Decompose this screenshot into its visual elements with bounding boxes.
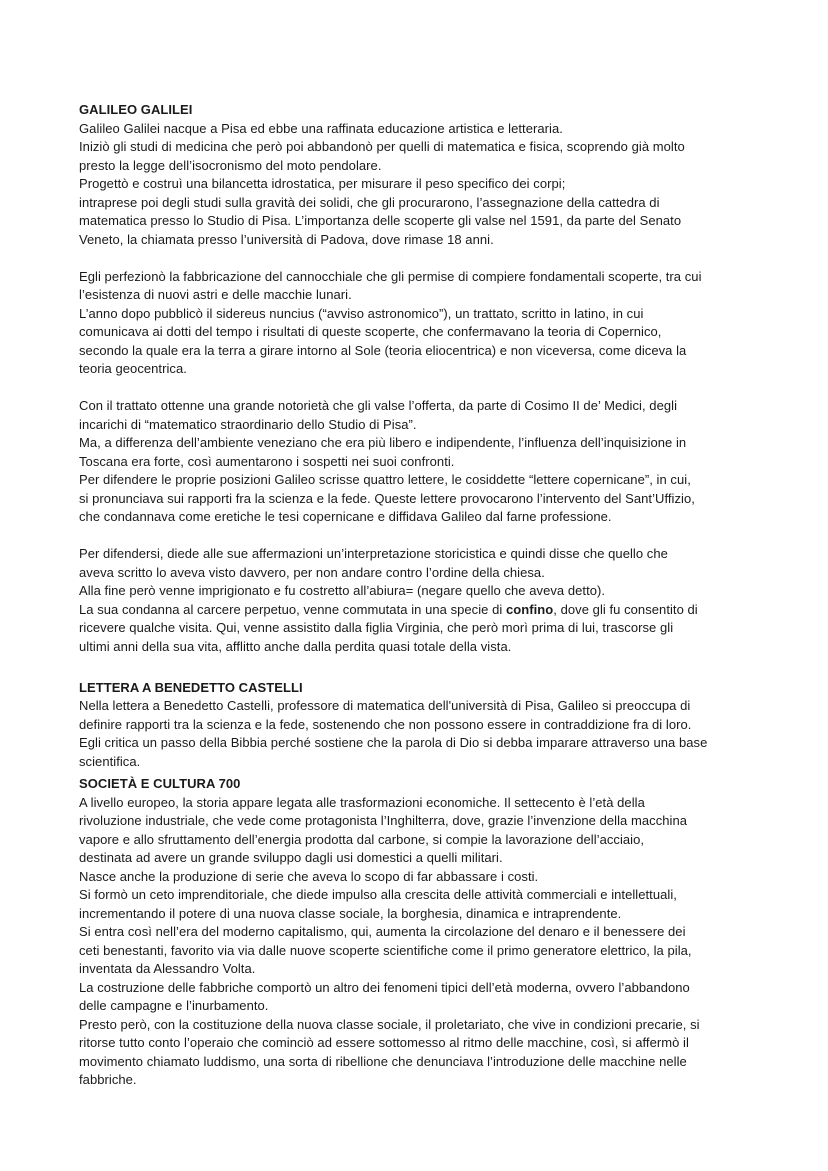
text-line: fabbriche. [79,1072,137,1087]
section-title: LETTERA A BENEDETTO CASTELLI [79,679,303,695]
bold-term-confino: confino [506,601,554,617]
text-line: Progettò e costruì una bilancetta idrostatica, per misurare il peso specifico dei corpi; [79,176,566,191]
text-line: aveva scritto lo aveva visto davvero, per non andare contro l’ordine della chiesa. [79,564,545,580]
section-societa [79,775,759,1090]
text-line: rivoluzione industriale, che vede come protagonista l’Inghilterra, dove, grazie l’invenzione della macchina [79,813,688,828]
text-line: delle campagne e l’inurbamento. [79,998,269,1013]
paragraph-gap [79,379,759,398]
paragraph-gap [79,527,759,546]
text-line: Galileo Galilei nacque a Pisa ed ebbe una raffinata educazione artistica e letteraria. [79,120,563,136]
text-line [79,601,759,620]
text-line: inventata da Alessandro Volta. [79,961,256,976]
text-line: A livello europeo, la storia appare legata alle trasformazioni economiche. Il settecento è l’età della [79,794,645,810]
text-line: ricevere qualche visita. Qui, venne assistito dalla figlia Virginia, che però morì prima di lui, trascorse gli [79,620,674,635]
text-line: teoria geocentrica. [79,361,187,376]
text-line: Egli perfezionò la fabbricazione del cannocchiale che gli permise di compiere fondamentali scoperte, tra cui [79,268,702,284]
text-line: Iniziò gli studi di medicina che però poi abbandonò per quelli di matematica e fisica, scoprendo già molto [79,139,685,154]
text-line: definire rapporti tra la scienza e la fede, sostenendo che non possono essere in contraddizione fra di loro. [79,716,692,732]
text-line: Nella lettera a Benedetto Castelli, professore di matematica dell'università di Pisa, Galileo si preoccupa di [79,698,691,713]
section-title: GALILEO GALILEI [79,102,193,117]
text-line: Alla fine però venne imprigionato e fu costretto all’abiura= (negare quello che aveva detto). [79,583,606,598]
text-line: L’anno dopo pubblicò il sidereus nuncius (“avviso astronomico”), un trattato, scritto in latino, in cui [79,305,644,321]
section-castelli [79,679,759,772]
section-title: SOCIETÀ E CULTURA 700 [79,776,241,791]
text-line: Veneto, la chiamata presso l’università di Padova, dove rimase 18 anni. [79,231,494,247]
text-run: , dove gli fu consentito di [553,601,698,617]
text-line: secondo la quale era la terra a girare intorno al Sole (teoria eliocentrica) e non viceversa, come diceva la [79,342,687,358]
text-line: Per difendersi, diede alle sue affermazioni un’interpretazione storicistica e quindi disse che quello che [79,546,668,561]
section-gap [79,656,759,675]
text-line: si pronunciava sui rapporti fra la scienza e la fede. Queste lettere provocarono l’intervento del Sant’Uffizio, [79,490,695,506]
text-line: destinata ad avere un grande sviluppo dagli usi domestici a quelli militari. [79,850,503,865]
text-line: Toscana era forte, così aumentarono i sospetti nei suoi confronti. [79,453,455,469]
text-run: La sua condanna al carcere perpetuo, venne commutata in una specie di [79,601,506,617]
text-line: incarichi di “matematico straordinario dello Studio di Pisa”. [79,416,417,432]
text-line: Per difendere le proprie posizioni Galileo scrisse quattro lettere, le cosiddette “lettere copernicane”, in cui, [79,472,691,487]
text-line: che condannava come eretiche le tesi copernicane e diffidava Galileo dal farne professione. [79,509,612,524]
text-line: Si entra così nell’era del moderno capitalismo, qui, aumenta la circolazione del denaro e il benessere dei [79,924,686,939]
text-line: presto la legge dell’isocronismo del moto pendolare. [79,157,382,173]
text-line: vapore e allo sfruttamento dell’energia prodotta dal carbone, si compie la lavorazione dell’acciaio, [79,831,645,847]
text-line: Presto però, con la costituzione della nuova classe sociale, il proletariato, che vive in condizioni precarie, si [79,1016,700,1032]
text-line: ultimi anni della sua vita, afflitto anche dalla perdita quasi totale della vista. [79,638,512,654]
section-galileo [79,101,759,656]
text-line: Ma, a differenza dell’ambiente veneziano che era più libero e indipendente, l’influenza dell’inquisizione in [79,435,687,450]
document-page [79,101,759,1090]
text-line: La costruzione delle fabbriche comportò un altro dei fenomeni tipici dell’età moderna, ovvero l’abbandono [79,979,690,995]
text-line: l’esistenza di nuovi astri e delle macchie lunari. [79,287,352,302]
text-line: ceti benestanti, favorito via via dalle nuove scoperte scientifiche come il primo generatore elettrico, la pila, [79,942,692,958]
text-line: Si formò un ceto imprenditoriale, che diede impulso alla crescita delle attività commerciali e intellettuali, [79,887,677,902]
paragraph-gap [79,249,759,268]
text-line: ritorse tutto conto l’operaio che cominciò ad essere sottomesso al ritmo delle macchine, così, si affermò il [79,1035,689,1050]
text-line: intraprese poi degli studi sulla gravità dei solidi, che gli procurarono, l’assegnazione della cattedra di [79,194,660,210]
text-line: Con il trattato ottenne una grande notorietà che gli valse l’offerta, da parte di Cosimo II de’ Medici, degli [79,398,678,413]
text-line: scientifica. [79,753,141,769]
text-line: movimento chiamato luddismo, una sorta di ribellione che denunciava l’introduzione delle macchine nelle [79,1053,687,1069]
text-line: Egli critica un passo della Bibbia perché sostiene che la parola di Dio si debba imparare attraverso una base [79,735,708,750]
text-line: matematica presso lo Studio di Pisa. L’importanza delle scoperte gli valse nel 1591, da parte del Senato [79,213,682,228]
text-line: Nasce anche la produzione di serie che aveva lo scopo di far abbassare i costi. [79,868,539,884]
text-line: incrementando il potere di una nuova classe sociale, la borghesia, dinamica e intraprendente. [79,905,622,921]
text-line: comunicava ai dotti del tempo i risultati di queste scoperte, che confermavano la teoria di Copernico, [79,324,662,339]
